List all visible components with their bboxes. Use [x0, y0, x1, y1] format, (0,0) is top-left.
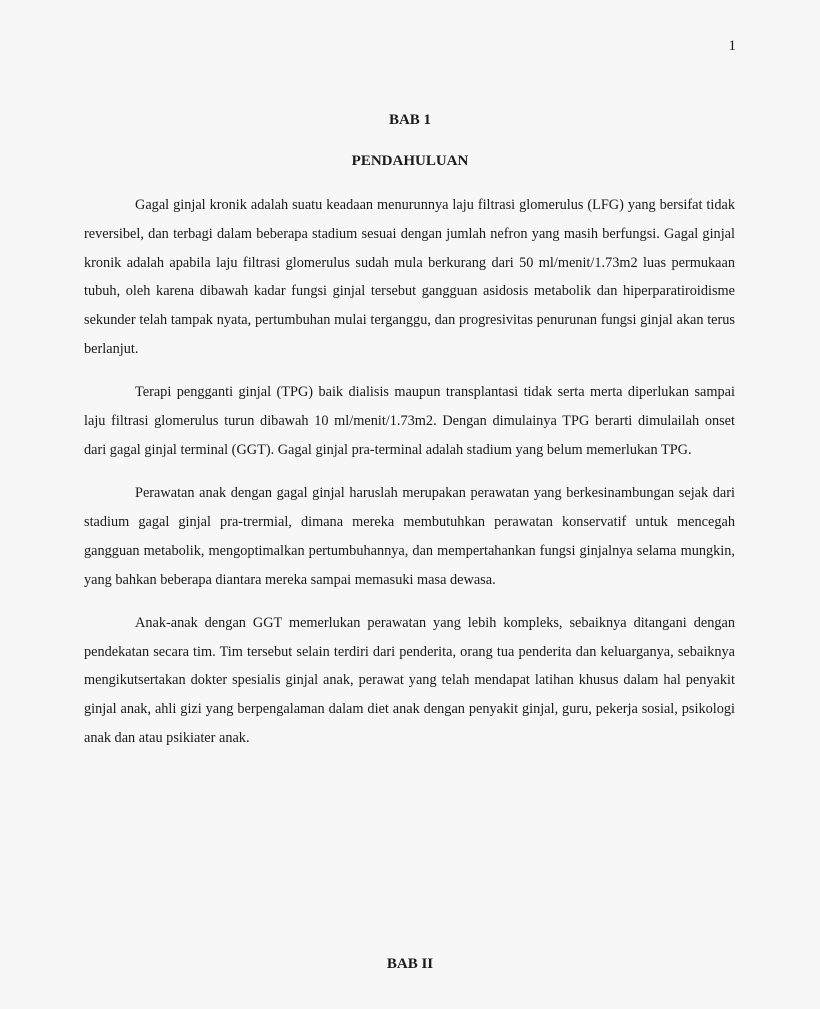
paragraph-1: Gagal ginjal kronik adalah suatu keadaan menurunnya laju filtrasi glomerulus (LFG) yang bersifat tidak reversibel, dan terbagi dalam beberapa stadium sesuai dengan jumlah nefron yang masih berfungsi. Gagal ginjal kronik adalah apabila laju filtrasi glomerulus sudah mula berkurang dari 50 ml/menit/1.73m2 luas permukaan tubuh, oleh karena dibawah kadar fungsi ginjal tersebut gangguan asidosis metabolik dan hiperparatiroidisme sekunder telah tampak nyata, pertumbuhan mulai terganggu, dan progresivitas penurunan fungsi ginjal akan terus berlanjut.: [84, 197, 735, 357]
body-text: [84, 191, 735, 767]
page-number: 1: [728, 38, 736, 54]
paragraph-2: Terapi pengganti ginjal (TPG) baik dialisis maupun transplantasi tidak serta merta diperlukan sampai laju filtrasi glomerulus turun dibawah 10 ml/menit/1.73m2. Dengan dimulainya TPG berarti dimulailah onset dari gagal ginjal terminal (GGT). Gagal ginjal pra-terminal adalah stadium yang belum memerlukan TPG.: [84, 384, 735, 458]
chapter-title: BAB 1: [388, 112, 432, 128]
paragraph-4: Anak-anak dengan GGT memerlukan perawatan yang lebih kompleks, sebaiknya ditangani dengan pendekatan secara tim. Tim tersebut selain terdiri dari penderita, orang tua penderita dan keluarganya, sebaiknya mengikutsertakan dokter spesialis ginjal anak, perawat yang telah mendapat latihan khusus dalam hal penyakit ginjal anak, ahli gizi yang berpengalaman dalam diet anak dengan penyakit ginjal, guru, pekerja sosial, psikologi anak dan atau psikiater anak.: [84, 614, 735, 747]
section-title: PENDAHULUAN: [351, 153, 469, 169]
next-chapter-title: BAB II: [386, 956, 434, 972]
paragraph-3: Perawatan anak dengan gagal ginjal haruslah merupakan perawatan yang berkesinambungan sejak dari stadium gagal ginjal pra-trermial, dimana mereka membutuhkan perawatan konservatif untuk mencegah gangguan metabolik, mengoptimalkan pertumbuhannya, dan mempertahankan fungsi ginjalnya selama mungkin, yang bahkan beberapa diantara mereka sampai memasuki masa dewasa.: [84, 485, 735, 588]
